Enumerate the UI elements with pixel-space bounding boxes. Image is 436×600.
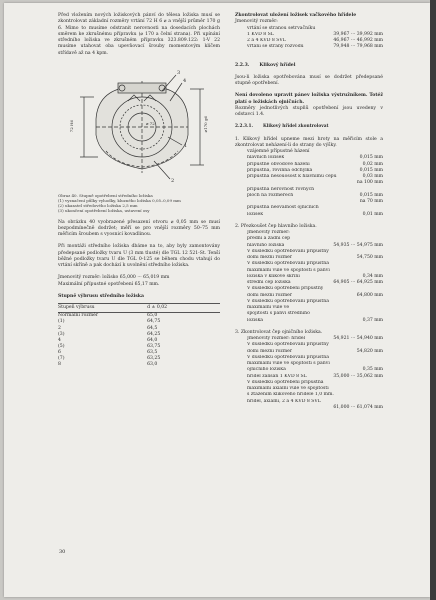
conrod-row: maximální vůle ve spojitosti s pánví — [247, 361, 330, 366]
table-title: Stupně výbrusu středního ložiska — [58, 293, 144, 299]
caption-line: (3) ukončení opotřebení ložiska, ustavení osy — [58, 208, 150, 214]
figure-40 — [58, 61, 220, 191]
figure-dimension-right: ⌀170 g6 — [203, 115, 209, 133]
reaming-warning: Není dovoleno upravit pánev ložiska výstružníkem. Totéž platí o ložiskách ojničních. — [235, 93, 383, 105]
kvd-row: vrtání se strany rozvodu 79,948 ··· 79,968 mm — [247, 44, 383, 50]
figure-dimension-left: 72 H6 — [69, 119, 75, 133]
tolerance-row: přípustná, rovinná odchylka 0,015 mm — [247, 167, 383, 173]
offset-paragraph: Na obrázku 40 vyobrazené přesazení otvoru ⌀ 0,05 mm se musí bezpodmínečně dodržet; měří se pro vnější rozměry 50–75 mm měřicím šroubem s vyosnicí kovadlinou. — [58, 219, 220, 238]
figure-label-1: 1 — [184, 142, 188, 149]
table-row: 2 64,5 — [58, 325, 158, 331]
table-row: (7) 63,25 — [58, 355, 161, 361]
page-number: 30 — [59, 549, 66, 555]
intro-paragraph: Před vložením nových ložiskových pánví do tělesa ložiska musí se zkontrolovat základní rozměry vrtání 72 H 6 ⌀ a vnější průměr 170 g 6. Mimo to musíme odstranit nerovnosti na dosedacích plochách směrem ke zkrušnému přípravku (⌀ 170 a čelní strana). Při upínání středního ložiska ve zkrušném přípravku 323.809.122: 1-V 22 musíme utahovat oba upevňovací šrouby momentovým klíčem střídavě až na 4 kpm. — [58, 13, 220, 56]
table-row: 8 63,0 — [58, 362, 158, 368]
section-2-2-3: 2.2.3. Klikový hřídel — [235, 62, 296, 68]
journal-row: maximální vůle ve spojitosti s pánví — [247, 267, 330, 273]
journal-row: přední a zadní čep — [247, 236, 291, 242]
tolerance-row: přípustná neoválnost ojničních — [247, 205, 319, 211]
caption-line: (2) ukazatel středového ložiska 2,5 mm — [58, 203, 138, 209]
kvd-row: 2 a 4 KVD 8 SVL 46,967 ··· 46,992 mm — [247, 38, 383, 43]
journal-row: ložiska 0,37 mm — [247, 317, 383, 323]
bearing-drawing — [58, 61, 220, 191]
conrod-row: s ztažením klikového hřídele 1,0 mm. — [247, 392, 334, 398]
tolerance-row: přípustná nerovnost rovných — [247, 186, 315, 192]
conrod-row: hřídel zalisán 1 KVD 8 SL 35,000 ··· 35,062 mm — [247, 373, 383, 379]
scan-edge — [430, 0, 436, 600]
figure-label-3: 3 — [177, 69, 181, 76]
journal-row: hlavního ložiska 54,935 ··· 54,975 mm — [247, 242, 383, 248]
figure-label-4: 4 — [183, 77, 187, 84]
tolerance-row: na 70 mm — [359, 199, 383, 204]
caption-line: (1) vyznačení půlky vyhodky, kluzného ložiska 0,05–0,09 mm — [58, 197, 181, 203]
journal-row: V důsledku opotřebování přípustná — [247, 261, 329, 267]
bore-line: vrtání se stranou setrvačníku — [247, 25, 316, 31]
grinding-stages-table — [58, 303, 220, 368]
conrod-row: maximální axiální vůle ve spojitosti — [247, 386, 329, 391]
table-header-stage: Stupeň výbrusu — [58, 304, 147, 313]
journal-row: střední čep ložiska 64,905 ··· 64,925 mm — [247, 280, 383, 285]
document-page — [4, 3, 430, 597]
journal-row: maximální vůle ve — [247, 305, 290, 310]
conrod-row: V důsledku opotřebování přípustná — [247, 354, 329, 360]
dimensions-note: Rozměry jednotlivých stupňů opotřebení jsou uvedeny v odstavci 1.4. — [235, 105, 383, 117]
max-wear: Maximální přípustné opotřebení 65,17 mm. — [58, 281, 160, 287]
table-row: Normální rozměr 65,0 — [58, 313, 158, 319]
conrod-row: ojničního ložiska 0,35 mm — [247, 367, 383, 373]
conrod-row: hřídel, axiální, 2 a 4 KVD 8 SVL — [247, 398, 321, 404]
figure-dimension-mid: ⌀ 72 — [146, 120, 155, 126]
journal-row: V důsledku opotřebování přípustná — [247, 298, 329, 304]
camshaft-heading: Zkontrolovat uložení ložisek vačkového hřídele — [235, 13, 357, 18]
caption-title: Obraz 40. Stupně opotřebení středního ložiska — [58, 192, 153, 198]
item-1-sub: vzájemné přípustné házení — [247, 149, 310, 154]
journal-row: Jmenovitý rozměr: — [247, 230, 290, 235]
item-3: 3. Zkontrolovat čep ojničního ložiska. — [235, 329, 323, 335]
item-2: 2. Přezkoušet čep hlavního ložiska. — [235, 223, 317, 229]
right-column — [235, 13, 383, 411]
tolerance-row: ploch na rozměrech 0,015 mm — [247, 192, 383, 198]
journal-row: spojitosti s pánví středního — [247, 311, 310, 317]
journal-row: V důsledku opotřebování přípustný — [247, 248, 329, 254]
nominal-size: Jmenovitý rozměr: ložisko 65,000 ··· 65,019 mm — [58, 275, 170, 281]
journal-row: dolní mezní rozměr 54,750 mm — [247, 255, 383, 260]
table-row: 4 64,0 — [58, 337, 158, 343]
tolerance-row: ložisek 0,01 mm — [247, 211, 383, 217]
tolerance-row: na 100 mm — [356, 180, 383, 186]
table-row: 6 63,5 — [58, 349, 158, 355]
journal-row: ložiska v klikové skříni 0,34 mm — [247, 273, 383, 279]
figure-label-2: 2 — [171, 177, 175, 184]
journal-row: V důsledku opotřebení přípustný — [247, 286, 324, 292]
section-2-2-3-text: Jsou-li ložiska opotřebována musí se dodržet předepsané stupně opotřebení. — [235, 74, 383, 86]
conrod-row: dolní mezní rozměr 54,820 mm — [247, 348, 383, 354]
tolerance-row: hlavních ložisek 0,015 mm — [247, 155, 383, 161]
assembly-paragraph: Při montáži středního ložiska dbáme na to, aby byly zamontovány předepsané podložky tvaru U (3 mm tlusté) dle TGL 12 521-St. Tenší běžné podložky tvaru U dle TGL 0-125 se během chodu vtahují do vrtání skříně a pak dochází k uvolnění středního ložiska. — [58, 244, 220, 269]
figure-caption — [58, 193, 220, 214]
conrod-row: V důsledku opotřebení přípustná — [247, 379, 324, 385]
left-column — [58, 13, 220, 368]
section-2-2-3-1: 2.2.3.1. Klikový hřídel zkontrolovat — [235, 124, 329, 130]
table-row: (3) 64,25 — [58, 331, 161, 337]
journal-row: dolní mezní rozměr 64,800 mm — [247, 292, 383, 298]
conrod-row: Jmenovitý rozměr: hřídel 54,921 ··· 54,940 mm — [247, 336, 383, 341]
table-row: (1) 64,75 — [58, 319, 161, 325]
kvd-row: 1 KVD 8 SL 39,967 ··· 39,992 mm — [247, 31, 383, 37]
tolerance-row: přípustná nesouosost k hlavnímu čepu 0,03 mm — [247, 174, 383, 179]
table-row: (5) 63,75 — [58, 343, 161, 349]
nominal-heading: Jmenovitý rozměr: — [235, 19, 278, 25]
item-1: 1. Klikový hřídel upneme mezi hroty na měřicím stole a zkontrolovat neházení-li do strany do výšky. — [235, 136, 383, 148]
tolerance-row: přípustné obvodové házení 0,02 mm — [247, 161, 383, 167]
conrod-row: 61,000 ··· 61,074 mm — [333, 404, 383, 410]
table-header-diameter: d ± 0,02 — [147, 304, 220, 313]
conrod-row: V důsledku opotřebování přípustný — [247, 342, 329, 348]
